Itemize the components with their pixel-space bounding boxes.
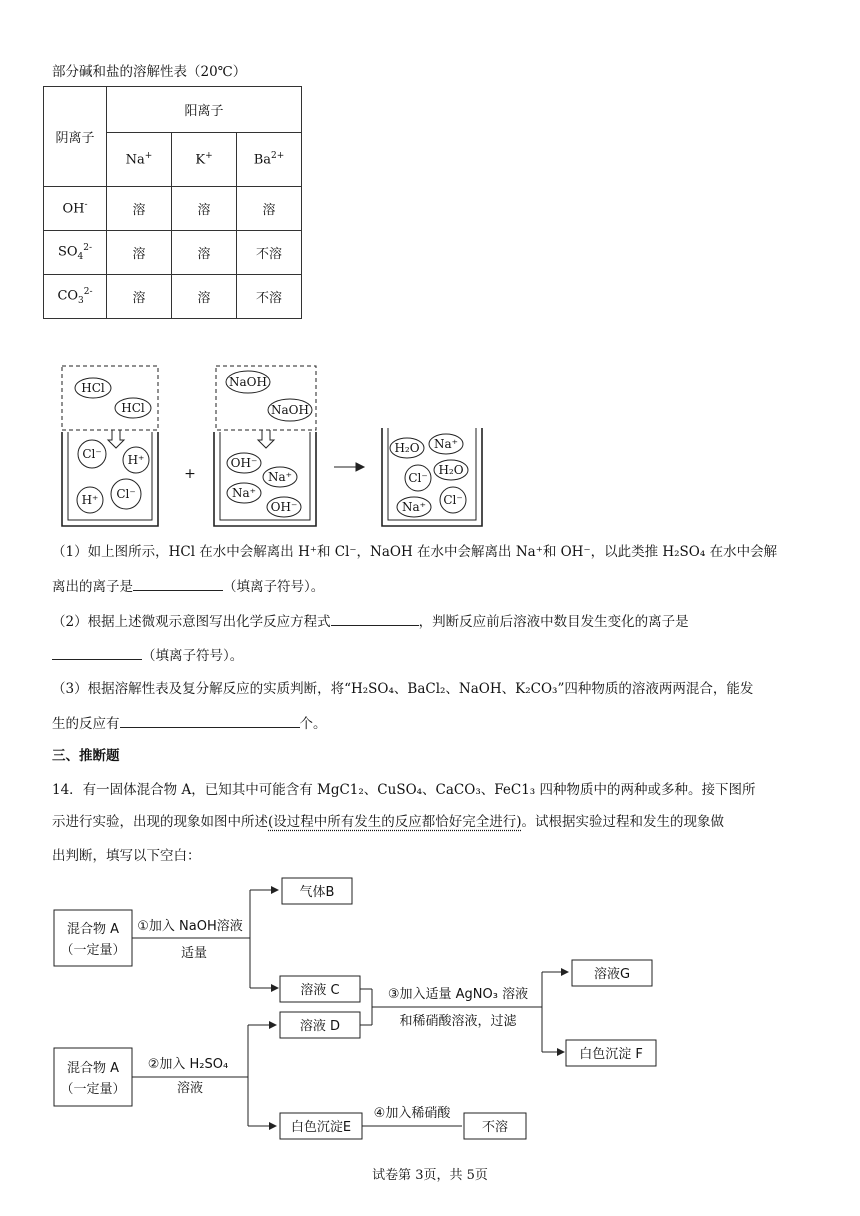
naoh-label: NaOH: [271, 403, 309, 417]
reaction-micro-diagram: [50, 360, 500, 532]
anion-cell: $SO_4^{2-}$: [44, 231, 107, 275]
solubility-cell: 溶: [107, 231, 172, 275]
step-label: ③加入适量 AgNO₃ 溶液: [387, 987, 529, 1002]
box-label: 溶液 D: [299, 1019, 341, 1034]
cation-header: 阳离子: [107, 87, 302, 133]
solubility-cell: 溶: [172, 231, 237, 275]
step-label: ①加入 NaOH溶液: [137, 919, 243, 934]
plus-sign: +: [184, 466, 196, 482]
emphasis-dotted-text: (设过程中所有发生的反应都恰好完全进行): [268, 814, 522, 830]
down-arrow-icon: [258, 430, 274, 448]
box-label: 混合物 A: [66, 922, 120, 937]
ion-label: Na⁺: [434, 437, 458, 451]
ion-label: Cl⁻: [82, 447, 102, 461]
question-14-line-2: 示进行实验，出现的现象如图中所述(设过程中所有发生的反应都恰好完全进行)。试根据实验过程和发生的现象做: [52, 814, 725, 830]
ion-label: Cl⁻: [408, 471, 428, 485]
table-row: [44, 231, 302, 275]
step-label: 溶液: [176, 1081, 204, 1096]
step-label: 适量: [180, 946, 208, 961]
box-label: 混合物 A: [66, 1061, 120, 1076]
solubility-cell: 溶: [107, 187, 172, 231]
question-14-line-1: 14．有一固体混合物 A，已知其中可能含有 MgC1₂、CuSO₄、CaCO₃、FeC1₃ 四种物质中的两种或多种。接下图所: [52, 782, 756, 798]
step-label: ②加入 H₂SO₄: [147, 1057, 229, 1072]
table-caption: 部分碱和盐的溶解性表（20℃）: [52, 64, 247, 80]
anion-cell: OH-: [44, 187, 107, 231]
question-3-line-2: 生的反应有 个。: [52, 713, 822, 734]
question-1-line-2: 离出的离子是 （填离子符号）。: [52, 576, 822, 597]
ion-label: H⁺: [81, 493, 99, 507]
hcl-dashed-box: [62, 366, 158, 430]
cation-cell: Na+: [107, 133, 172, 187]
ion-label: OH⁻: [270, 500, 298, 514]
step-label: 和稀硝酸溶液，过滤: [399, 1014, 517, 1029]
ion-label: OH⁻: [230, 456, 258, 470]
solubility-cell: 不溶: [237, 275, 302, 319]
box-label: （一定量）: [60, 1082, 126, 1097]
table-corner: 阴离子: [44, 87, 107, 187]
box-label: 不溶: [481, 1120, 509, 1135]
anion-cell: $CO_3^{2-}$: [44, 275, 107, 319]
cation-cell: $Ba^{2+}$: [237, 133, 302, 187]
hcl-label: HCl: [121, 401, 145, 415]
box-label: 白色沉淀 F: [579, 1047, 643, 1062]
beaker: [62, 432, 158, 526]
question-2-line-2: （填离子符号）。: [52, 645, 822, 666]
naoh-label: NaOH: [229, 375, 267, 389]
step-label: ④加入稀硝酸: [373, 1106, 451, 1121]
box-label: 溶液G: [593, 967, 631, 982]
ion-label: Na⁺: [402, 500, 426, 514]
solubility-cell: 溶: [172, 275, 237, 319]
page-footer: 试卷第 3页，共 5页: [372, 1168, 488, 1183]
box-label: （一定量）: [60, 943, 126, 958]
question-14-line-3: 出判断，填写以下空白：: [52, 848, 201, 864]
ion-label: Na⁺: [232, 486, 256, 500]
question-3-line-1: （3）根据溶解性表及复分解反应的实质判断，将“H₂SO₄、BaCl₂、NaOH、K₂CO₃”四种物质的溶液两两混合，能发: [52, 681, 754, 697]
question-2-line-1: （2）根据上述微观示意图写出化学反应方程式 ，判断反应前后溶液中数目发生变化的离子是: [52, 611, 822, 632]
answer-blank[interactable]: [133, 576, 223, 591]
mixture-a-box: [54, 1048, 132, 1106]
ion-label: H₂O: [438, 463, 464, 477]
ion-label: Na⁺: [268, 470, 292, 484]
ion-label: H₂O: [394, 441, 420, 455]
solubility-table: [43, 86, 302, 319]
box-label: 溶液 C: [300, 983, 340, 998]
box-label: 气体B: [299, 885, 335, 900]
table-row: [44, 275, 302, 319]
box-label: 白色沉淀E: [290, 1120, 352, 1135]
question-1-line-1: （1）如上图所示，HCl 在水中会解离出 H⁺和 Cl⁻，NaOH 在水中会解离出 Na⁺和 OH⁻，以此类推 H₂SO₄ 在水中会解: [52, 544, 778, 560]
solubility-cell: 不溶: [237, 231, 302, 275]
section-heading: 三、推断题: [52, 748, 120, 764]
answer-blank[interactable]: [331, 611, 419, 626]
beaker: [214, 432, 316, 526]
hcl-label: HCl: [81, 381, 105, 395]
experiment-flowchart: [50, 872, 690, 1144]
answer-blank[interactable]: [52, 645, 142, 660]
solubility-cell: 溶: [107, 275, 172, 319]
ion-label: H⁺: [127, 453, 145, 467]
solubility-cell: 溶: [237, 187, 302, 231]
table-row: [44, 187, 302, 231]
ion-label: Cl⁻: [443, 493, 463, 507]
ion-label: Cl⁻: [116, 487, 136, 501]
down-arrow-icon: [108, 430, 124, 448]
arrow-head-icon: [356, 463, 364, 471]
solubility-cell: 溶: [172, 187, 237, 231]
answer-blank[interactable]: [120, 713, 300, 728]
cation-cell: K+: [172, 133, 237, 187]
